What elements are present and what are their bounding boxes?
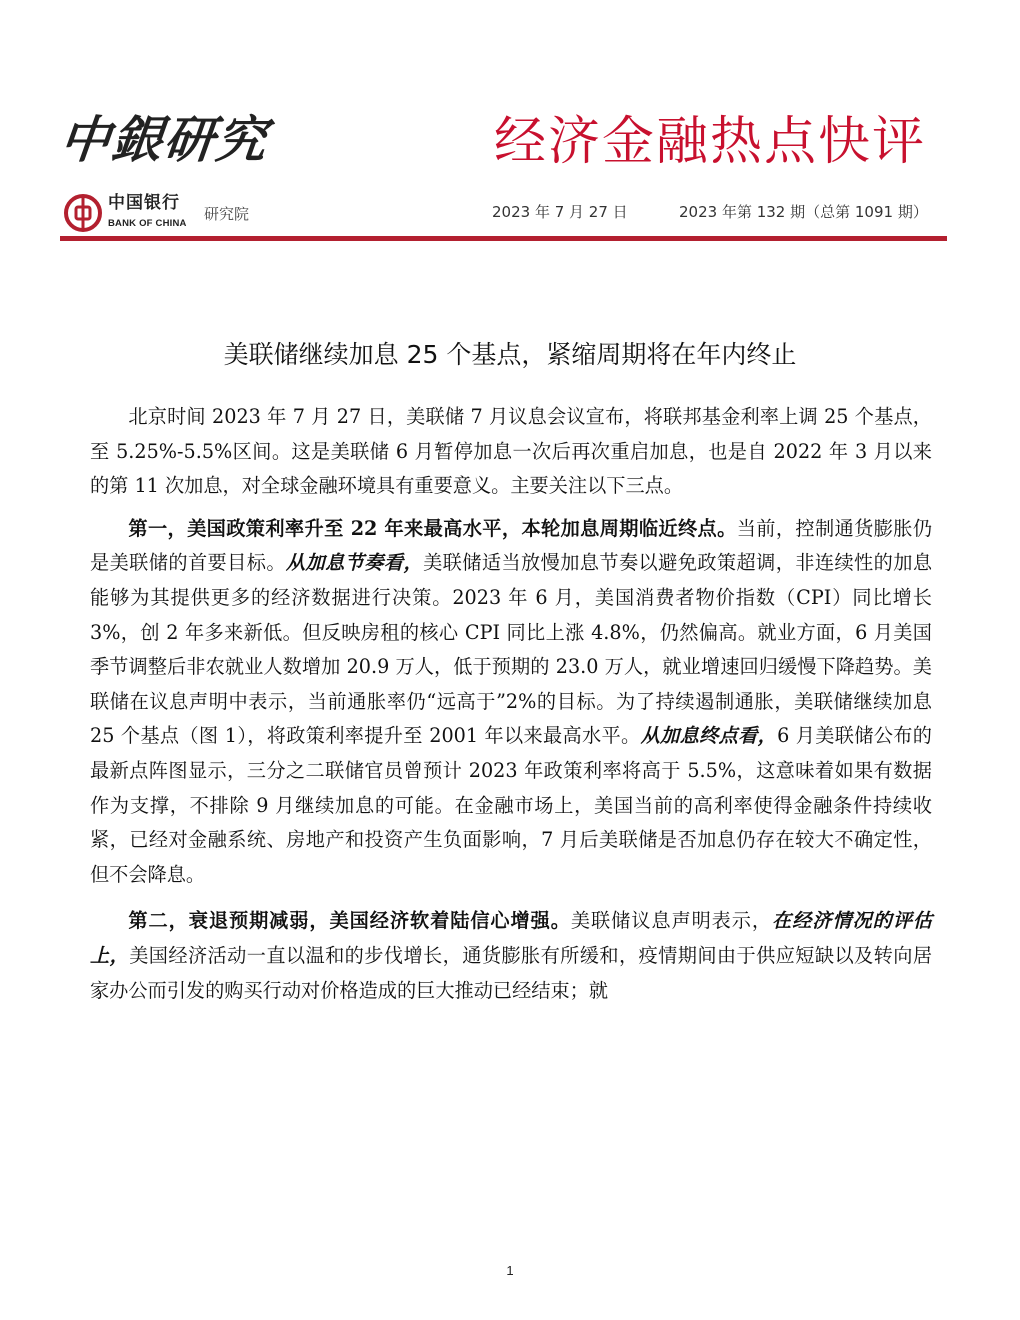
point-one-text-a: 当前，控制通货膨胀仍是美联储的首要目标。 <box>90 516 933 575</box>
point-one-text-b: 美联储适当放慢加息节奏以避免政策超调，非连续性的加息能够为其提供更多的经济数据进行决策。2023 年 6 月，美国消费者物价指数（CPI）同比增长 3%，创 2 年多来新低。但反映房租的核心 CPI 同比上涨 4.8%，仍然偏高。就业方面，6 月美国季节调整后非农就业人数增加 20.9 万人，低于预期的 23.0 万人，就业增速回归缓慢下降趋势。美联储在议息声明中表示，当前通胀率仍“远高于”2%的目标。为了持续遏制通胀，美联储继续加息 25 个基点（图 1），将政策利率提升至 2001 年以来最高水平。 <box>90 551 933 748</box>
page-number: 1 <box>506 1263 514 1278</box>
bank-name-en: BANK OF CHINA <box>108 218 187 229</box>
point-one-emphasis-end: 从加息终点看， <box>640 724 778 748</box>
point-two-text-a: 美联储议息声明表示， <box>570 909 773 933</box>
point-two-emphasis: 在经济情况的评估上， <box>90 909 933 967</box>
series-title: 经济金融热点快评 <box>494 112 927 172</box>
point-two-lead: 第二，衰退预期减弱，美国经济软着陆信心增强。 <box>128 909 571 933</box>
paragraph-point-one <box>90 512 932 893</box>
issue-number: 2023 年第 132 期（总第 1091 期） <box>679 203 928 221</box>
brand-script-logo: 中銀研究 <box>56 110 272 169</box>
point-one-emphasis-pace: 从加息节奏看， <box>285 551 424 575</box>
paragraph-intro-text: 北京时间 2023 年 7 月 27 日，美联储 7 月议息会议宣布，将联邦基金利率上调 25 个基点，至 5.25%-5.5%区间。这是美联储 6 月暂停加息一次后再次重启加息，也是自 2022 年 3 月以来的第 11 次加息，对全球金融环境具有重要意义。主要关注以下三点。 <box>90 405 932 498</box>
institute-label: 研究院 <box>204 205 250 223</box>
point-one-lead: 第一，美国政策利率升至 22 年来最高水平，本轮加息周期临近终点。 <box>128 516 737 540</box>
point-one-text-c: 6 月美联储公布的最新点阵图显示，三分之二联储官员曾预计 2023 年政策利率将高于 5.5%，这意味着如果有数据作为支撑，不排除 9 月继续加息的可能。在金融市场上，美国当前的高利率使得金融条件持续收紧，已经对金融系统、房地产和投资产生负面影响，7 月后美联储是否加息仍存在较大不确定性，但不会降息。 <box>90 724 932 886</box>
article-body <box>90 400 932 1008</box>
bank-name-cn: 中国银行 <box>108 193 180 213</box>
header-divider <box>60 236 947 241</box>
point-two-text-b: 美国经济活动一直以温和的步伐增长，通货膨胀有所缓和，疫情期间由于供应短缺以及转向居家办公而引发的购买行动对价格造成的巨大推动已经结束；就 <box>90 943 933 1002</box>
bank-of-china-logo-icon <box>64 194 102 232</box>
paragraph-intro <box>90 400 932 504</box>
article-title: 美联储继续加息 25 个基点，紧缩周期将在年内终止 <box>223 340 797 369</box>
publication-date: 2023 年 7 月 27 日 <box>492 203 628 221</box>
paragraph-point-two <box>90 904 932 1008</box>
